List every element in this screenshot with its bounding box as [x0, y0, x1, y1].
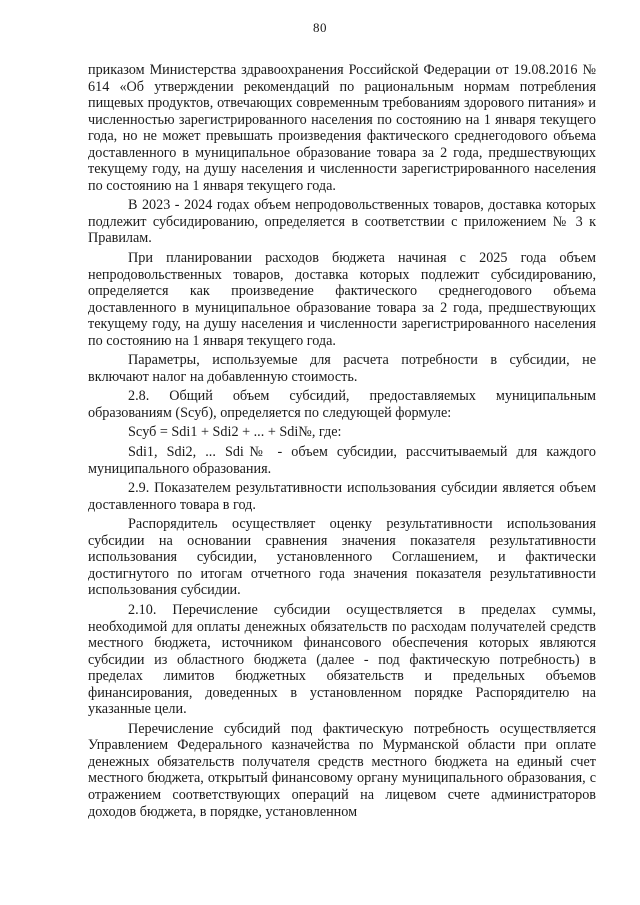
paragraph-2: В 2023 - 2024 годах объем непродовольственных товаров, доставка которых подлежит субсидированию, определяется в соответствии с приложением № 3 к Правилам.: [88, 197, 596, 247]
paragraph-9: Распорядитель осуществляет оценку результативности использования субсидии на основании сравнения значения показателя результативности использования субсидии, установленного Соглашением, и фактически достигнутого по итогам отчетного года значения показателя результативности использования субсидии.: [88, 516, 596, 599]
paragraph-5-section-2-8: 2.8. Общий объем субсидий, предоставляемых муниципальным образованиям (Scуб), определяется по следующей формуле:: [88, 388, 596, 421]
paragraph-11: Перечисление субсидий под фактическую потребность осуществляется Управлением Федерального казначейства по Мурманской области при оплате денежных обязательств получателя средств местного бюджета на единый счет местного бюджета, открытый финансовому органу муниципального образования, с отражением соответствующих операций на лицевом счете администраторов доходов бюджета, в порядке, установленном: [88, 720, 596, 820]
paragraph-1: приказом Министерства здравоохранения Российской Федерации от 19.08.2016 № 614 «Об утверждении рекомендаций по рациональным нормам потребления пищевых продуктов, отвечающих современным требованиям здорового питания» и численностью зарегистрированного населения по состоянию на 1 января текущего года, но не может превышать произведения фактического среднегодового объема доставленного в муниципальное образование товара за 2 года, предшествующих текущему году, на душу населения и численности зарегистрированного населения по состоянию на 1 января текущего года.: [88, 62, 596, 194]
paragraph-4: Параметры, используемые для расчета потребности в субсидии, не включают налог на добавленную стоимость.: [88, 352, 596, 385]
paragraph-8-section-2-9: 2.9. Показателем результативности использования субсидии является объем доставленного товара в год.: [88, 480, 596, 513]
document-body: [88, 62, 596, 820]
page-number: 80: [313, 20, 327, 35]
paragraph-10-section-2-10: 2.10. Перечисление субсидии осуществляется в пределах суммы, необходимой для оплаты денежных обязательств по расходам получателей средств местного бюджета, источником финансового обеспечения которых являются субсидии из областного бюджета (далее - под фактическую потребность) в пределах лимитов бюджетных обязательств и предельных объемов финансирования, доведенных в установленном порядке Распорядителю на указанные цели.: [88, 601, 596, 718]
paragraph-3: При планировании расходов бюджета начиная с 2025 года объем непродовольственных товаров, доставка которых подлежит субсидированию, определяется как произведение фактического среднегодового объема доставленного в муниципальное образование товара за 2 года, предшествующих текущему году, на душу населения и численности зарегистрированного населения по состоянию на 1 января текущего года.: [88, 250, 596, 349]
paragraph-7-formula-legend: Sdi1, Sdi2, ... Sdi№ - объем субсидии, рассчитываемый для каждого муниципального образования.: [88, 444, 596, 477]
formula-line: Scуб = Sdi1 + Sdi2 + ... + Sdi№, где:: [128, 424, 342, 441]
